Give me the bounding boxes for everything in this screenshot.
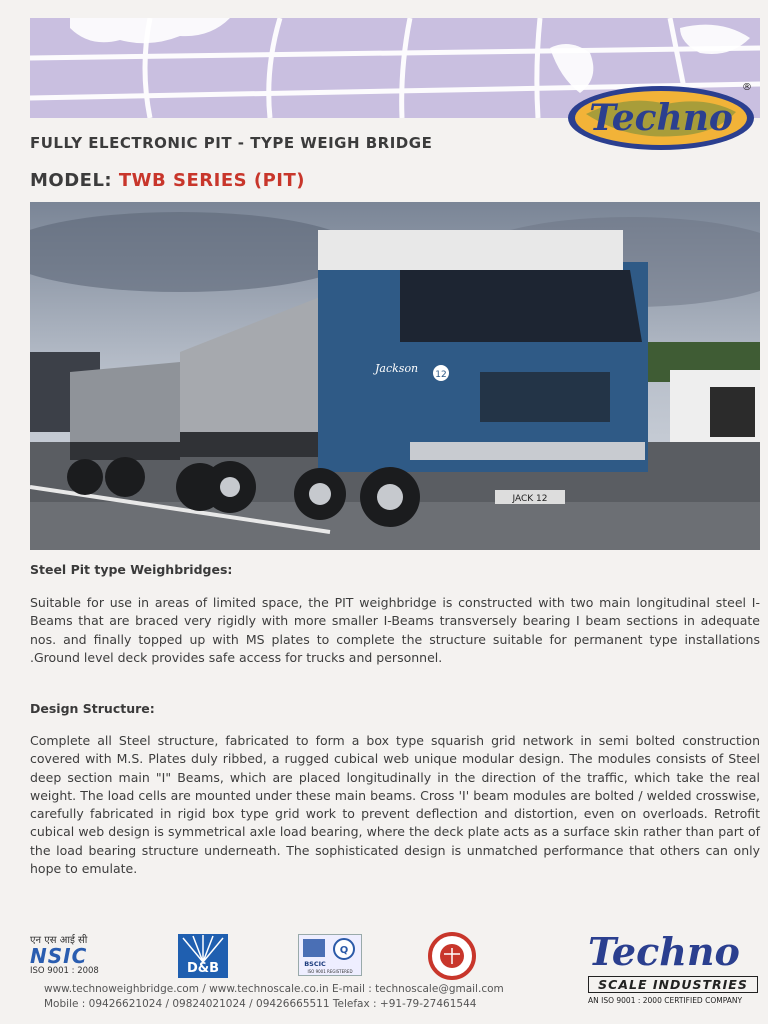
web-email-line: www.technoweighbridge.com / www.technoscale.co.in E-mail : technoscale@gmail.com (44, 983, 504, 995)
company-iso: AN ISO 9001 : 2000 CERTIFIED COMPANY (588, 996, 743, 1005)
techno-logo (566, 84, 756, 152)
bscic-text: BSCIC (304, 960, 326, 968)
nsic-hindi: एन एस आई सी (30, 935, 88, 946)
section-heading-pit: Steel Pit type Weighbridges: (30, 562, 233, 577)
nsic-logo: NSIC (30, 944, 88, 968)
nsic-iso: ISO 9001 : 2008 (30, 966, 99, 976)
starburst-icon (178, 934, 228, 964)
certification-badges (30, 930, 590, 980)
truck-photo (30, 202, 760, 550)
phone-line: Mobile : 09426621024 / 09824021024 / 09426665511 Telefax : +91-79-27461544 (44, 998, 477, 1010)
company-logo-block (588, 930, 764, 1020)
truck-brand-decal: Jackson (375, 362, 419, 375)
dnb-badge (178, 934, 228, 978)
nsic-badge (30, 932, 120, 980)
model-line (30, 170, 305, 191)
registered-mark: ® (742, 82, 752, 93)
company-name: SCALE INDUSTRIES (588, 976, 758, 993)
truck-number: 12 (435, 370, 447, 380)
section-body-pit: Suitable for use in areas of limited space, the PIT weighbridge is constructed with two main longitudinal steel I-Beams that are braced very rigidly with more smaller I-Beams transversely bearing I beam sections in adequate nos. and finally topped up with MS plates to complete the structure suitable for permanent type installations .Ground level deck provides safe access for trucks and personnel. (30, 595, 760, 665)
contact-info (44, 982, 584, 1014)
bscic-sub: ISO 9001 REGISTERED (307, 969, 353, 974)
model-value: TWB SERIES (PIT) (118, 170, 305, 191)
bscic-badge (298, 934, 362, 976)
license-plate: JACK 12 (512, 494, 548, 504)
company-logo: Techno (588, 929, 740, 974)
logo-wordmark: Techno (589, 97, 733, 139)
page-title: FULLY ELECTRONIC PIT - TYPE WEIGH BRIDGE (30, 134, 433, 152)
svg-text:Q: Q (339, 945, 349, 956)
scales-seal-icon (428, 932, 476, 980)
section-body-design: Complete all Steel structure, fabricated to form a box type squarish grid network in semi bolted construction covered with M.S. Plates duly ribbed, a rugged cubical web unique modular design. The modules consists of Steel deep section main "I" Beams, which are placed longitudinally in the direction of the traffic, which take the real weight. The load cells are mounted under these main beams. Cross 'I' beam modules are bolted / welded crosswise, carefully fabricated in rigid box type grid work to prevent deflection and distortion, even on overloads. Retrofit cubical web design is symmetrical axle load bearing, where the deck plate acts as a surface skin rather than part of the load bearing structure underneath. The sophisticated design is unmatched performance that others can only hope to emulate. (30, 733, 760, 877)
dnb-text: D&B (186, 961, 220, 976)
section-heading-design: Design Structure: (30, 701, 155, 716)
model-label: MODEL: (30, 170, 113, 191)
